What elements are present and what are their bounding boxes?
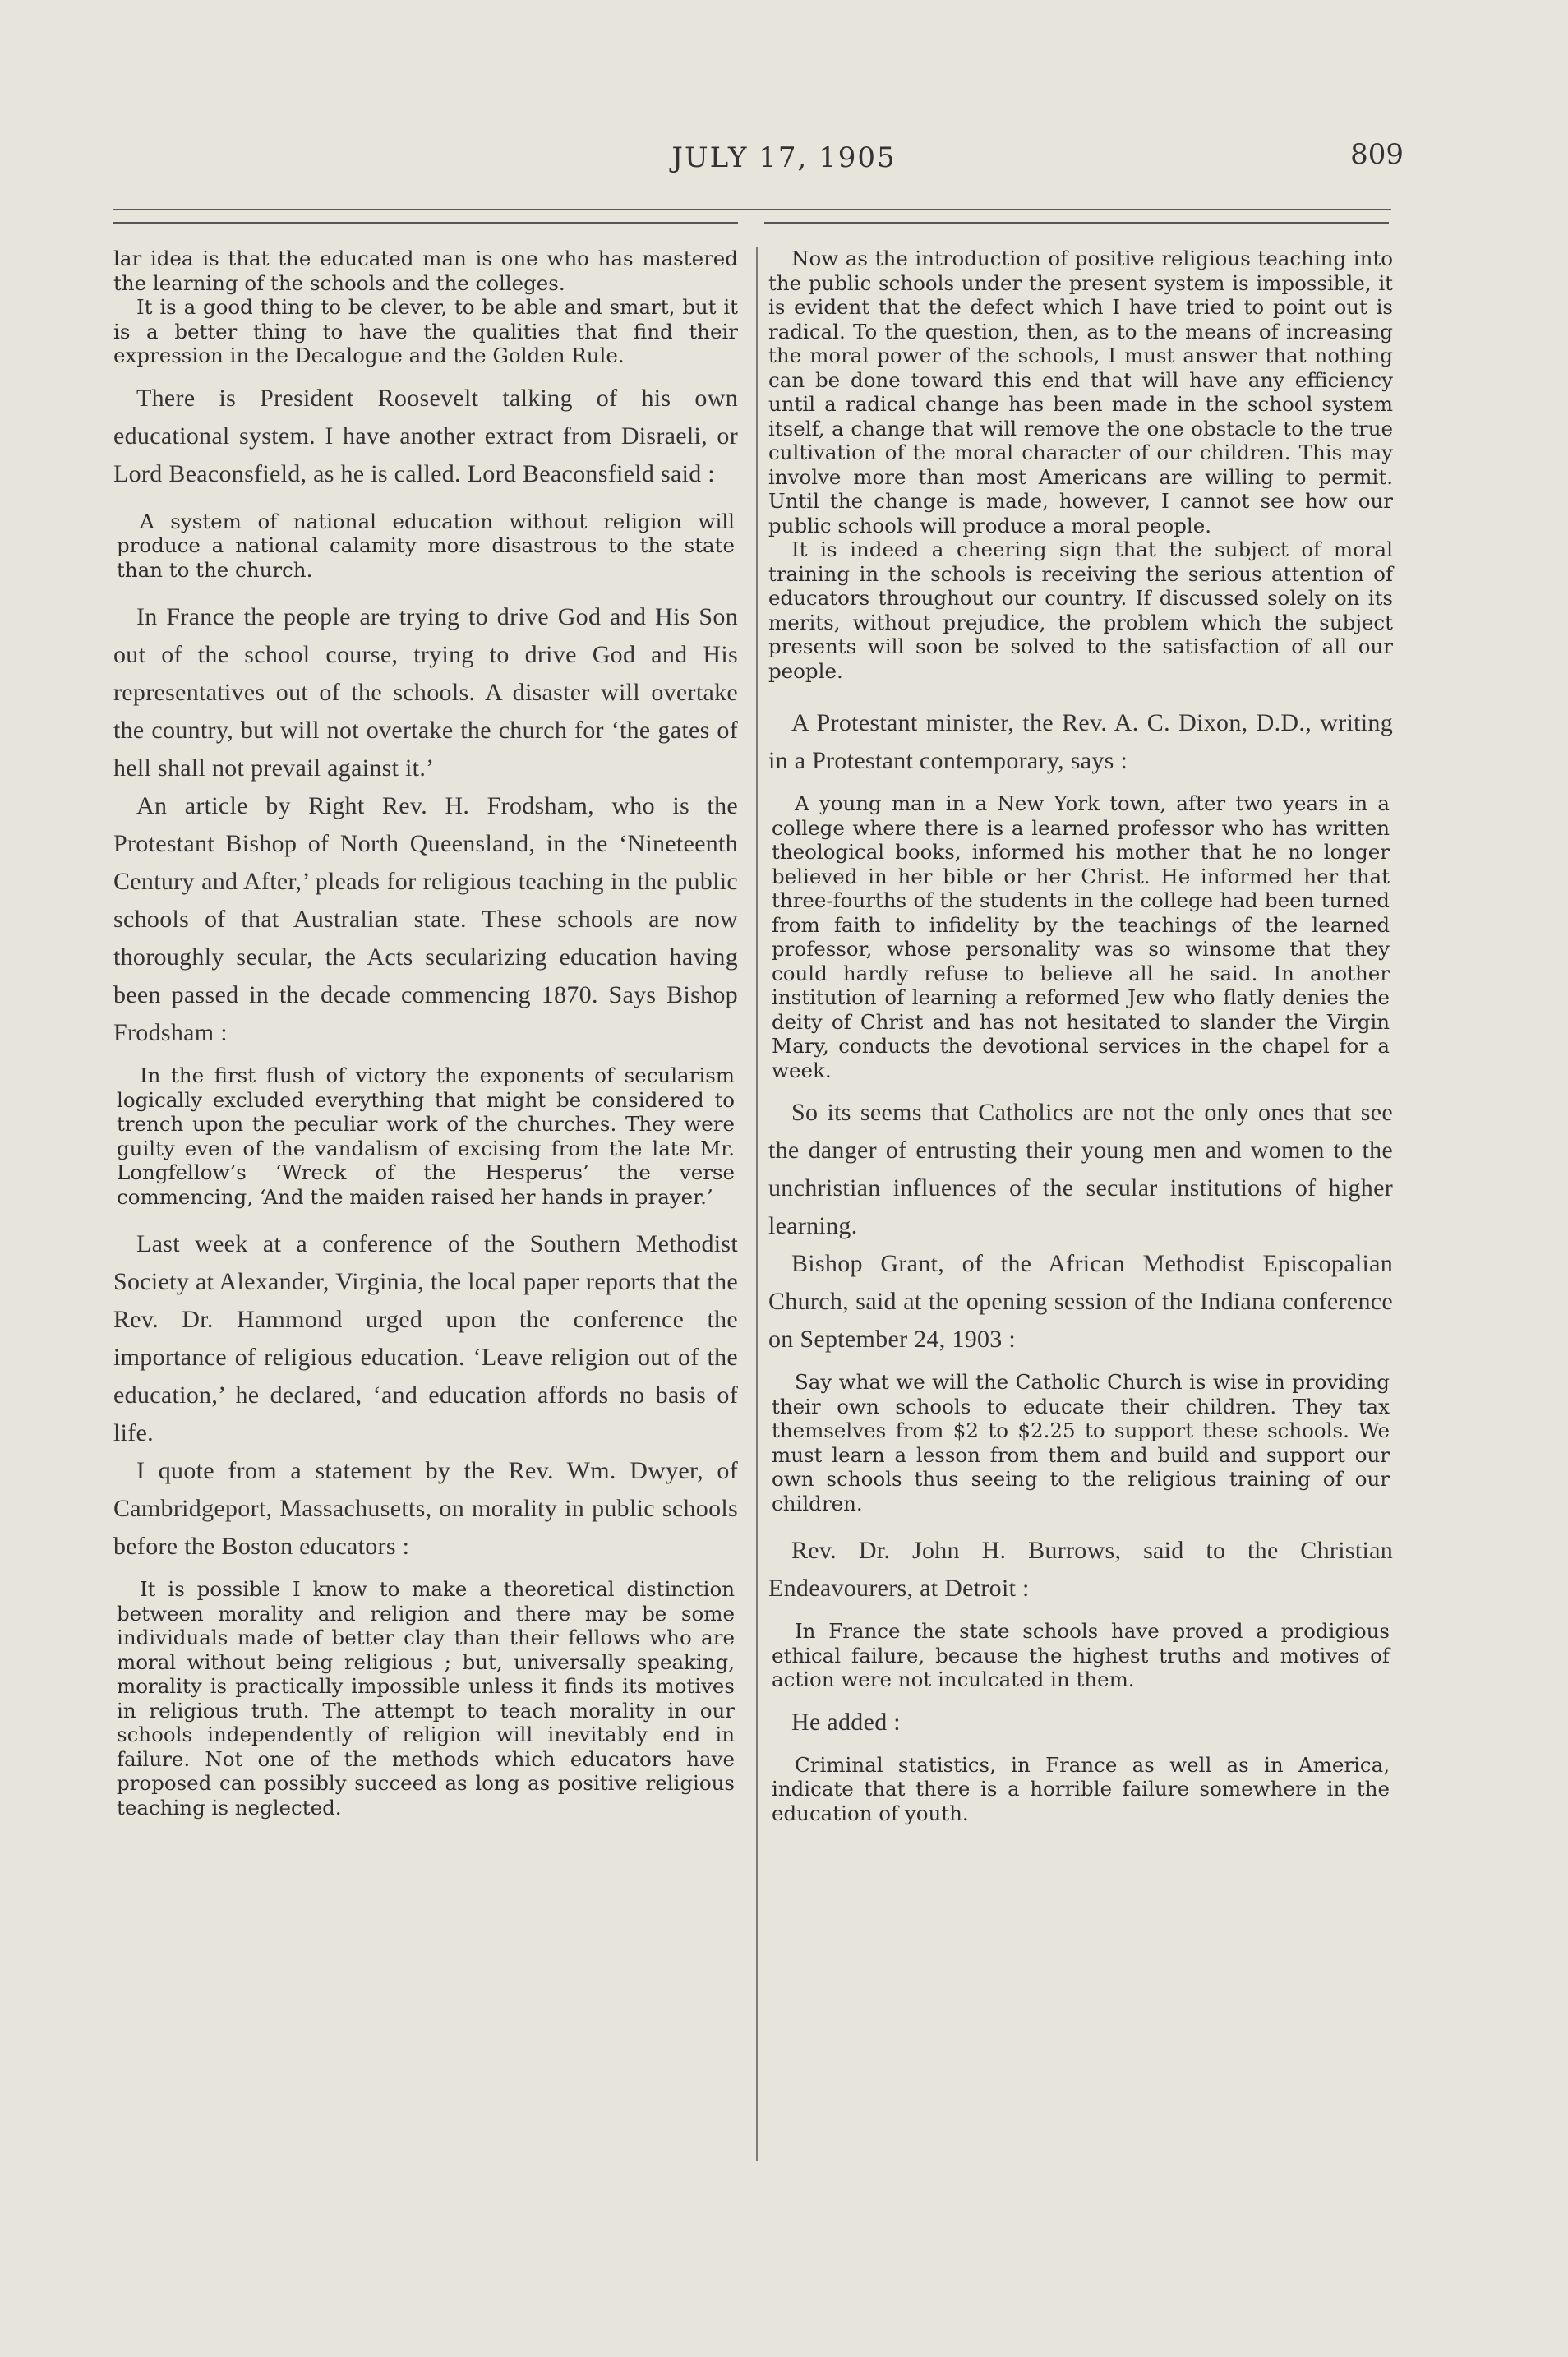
paragraph: In France the people are trying to drive God and His Son out of the school course, trying to drive God and His representatives out of the schools. A disaster will overtake the country, but will not overtake the church for ‘the gates of hell shall not prevail against it.’ <box>113 603 738 782</box>
block-quote: Criminal statistics, in France as well as in America, indicate that there is a horrible failure somewhere in the education of youth. <box>772 1752 1390 1825</box>
paragraph: It is a good thing to be clever, to be able and smart, but it is a better thing to have the qualities that find their expression in the Decalogue and the Golden Rule. <box>113 295 738 367</box>
paragraph: A Protestant minister, the Rev. A. C. Dixon, D.D., writing in a Protestant contemporary, says : <box>768 709 1393 774</box>
paragraph: I quote from a statement by the Rev. Wm. Dwyer, of Cambridgeport, Massachusetts, on morality in public schools before the Boston educators : <box>113 1457 738 1560</box>
paragraph: Rev. Dr. John H. Burrows, said to the Christian Endeavourers, at Detroit : <box>768 1537 1393 1602</box>
left-column <box>113 247 738 1820</box>
block-quote: A young man in a New York town, after two years in a college where there is a learned professor who has written theological books, informed his mother that he no longer believed in her bible or her Christ. He informed her that three-fourths of the students in the college had been turned from faith to infidelity by the teachings of the learned professor, whose personality was so winsome that they could hardly refuse to believe all he said. In another institution of learning a reformed Jew who flatly denies the deity of Christ and has not hesitated to slander the Virgin Mary, conducts the devotional services in the chapel for a week. <box>772 791 1390 1082</box>
header-rule <box>113 209 1391 214</box>
column-divider <box>756 247 758 2161</box>
paragraph: Now as the introduction of positive religious teaching into the public schools under the present system is impossible, it is evident that the defect which I have tried to point out is radical. To the question, then, as to the means of increasing the moral power of the schools, I must answer that nothing can be done toward this end that will have any efficiency until a radical change has been made in the school system itself, a change that will remove the one obstacle to the true cultivation of the moral character of our children. This may involve more than most Americans are willing to permit. Until the change is made, however, I cannot see how our public schools will produce a moral people. <box>768 247 1393 537</box>
left-column-rule <box>113 222 738 224</box>
paragraph: It is indeed a cheering sign that the subject of moral training in the schools is receiving the serious attention of educators throughout our country. If discussed solely on its merits, without prejudice, the problem which the subject presents will soon be solved to the satisfaction of all our people. <box>768 537 1393 683</box>
right-column-rule <box>764 222 1389 224</box>
paragraph: So its seems that Catholics are not the only ones that see the danger of entrusting their young men and women to the unchristian influences of the secular institutions of higher learning. <box>768 1099 1393 1239</box>
paragraph: An article by Right Rev. H. Frodsham, who is the Protestant Bishop of North Queensland, in the ‘Nineteenth Century and After,’ pleads for religious teaching in the public schools of that Australian state. These schools are now thoroughly secular, the Acts secularizing education having been passed in the decade commencing 1870. Says Bishop Frodsham : <box>113 792 738 1046</box>
paragraph: There is President Roosevelt talking of his own educational system. I have another extract from Disraeli, or Lord Beaconsfield, as he is called. Lord Beaconsfield said : <box>113 384 738 487</box>
paragraph: Last week at a conference of the Southern Methodist Society at Alexander, Virginia, the local paper reports that the Rev. Dr. Hammond urged upon the conference the importance of religious education. ‘Leave religion out of the education,’ he declared, ‘and education affords no basis of life. <box>113 1230 738 1446</box>
paragraph: He added : <box>791 1708 901 1736</box>
block-quote: A system of national education without religion will produce a national calamity more disastrous to the state than to the church. <box>117 509 735 582</box>
page-number: 809 <box>1350 138 1404 171</box>
right-column <box>768 247 1393 1825</box>
block-quote: Say what we will the Catholic Church is wise in providing their own schools to educate their children. They tax themselves from $2 to $2.25 to support these schools. We must learn a lesson from them and build and support our own schools thus seeing to the religious training of our children. <box>772 1370 1390 1515</box>
issue-date: JULY 17, 1905 <box>671 141 897 174</box>
paragraph: Bishop Grant, of the African Methodist Episcopalian Church, said at the opening session of the Indiana conference on September 24, 1903 : <box>768 1250 1393 1353</box>
paragraph: lar idea is that the educated man is one who has mastered the learning of the schools and the colleges. <box>113 247 738 295</box>
page-header <box>0 138 1568 191</box>
block-quote: It is possible I know to make a theoretical distinction between morality and religion and there may be some individuals made of better clay than their fellows who are moral without being religious ; but, universally speaking, morality is practically impossible unless it finds its motives in religious truth. The attempt to teach morality in our schools independently of religion will inevitably end in failure. Not one of the methods which educators have proposed can possibly succeed as long as positive religious teaching is neglected. <box>117 1577 735 1820</box>
block-quote: In the first flush of victory the exponents of secularism logically excluded everything that might be considered to trench upon the peculiar work of the churches. They were guilty even of the vandalism of excising from the late Mr. Longfellow’s ‘Wreck of the Hesperus’ the verse commencing, ‘And the maiden raised her hands in prayer.’ <box>117 1063 735 1209</box>
block-quote: In France the state schools have proved a prodigious ethical failure, because the highest truths and motives of action were not inculcated in them. <box>772 1619 1390 1691</box>
